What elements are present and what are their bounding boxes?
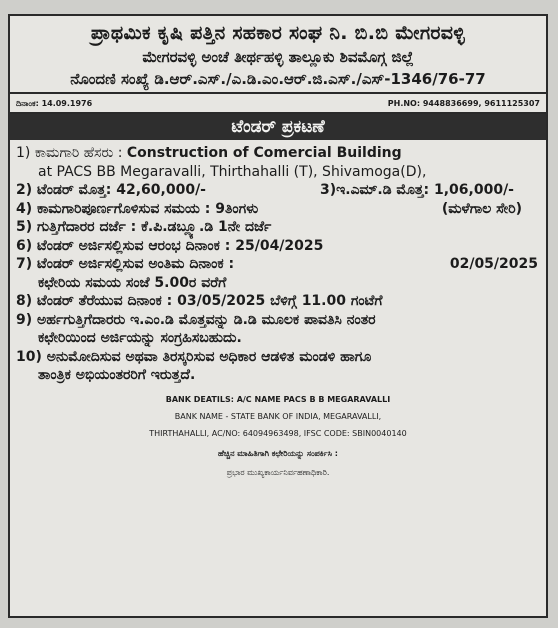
- tender-banner: ಟೆಂಡರ್ ಪ್ರಕಟಣೆ: [10, 114, 546, 140]
- org-address: ಮೇಗರವಳ್ಳಿ ಅಂಚೆ ತೀರ್ಥಹಳ್ಳಿ ತಾಲ್ಲೂಕು ಶಿವಮೊಗ್ಗ ಜಿಲ್ಲೆ: [142, 48, 414, 66]
- item-last-date: [16, 255, 538, 274]
- office-time-note: ಕಛೇರಿಯ ಸಮಯ ಸಂಜೆ 5.00ರ ವರೆಗೆ: [38, 274, 227, 291]
- item-authority: 10) ಅನುಮೋದಿಸುವ ಅಥವಾ ತಿರಸ್ಕರಿಸುವ ಅಧಿಕಾರ ಆಡಳಿತ ಮಂಡಳಿ ಹಾಗೂ: [16, 348, 372, 365]
- officer-designation: ಪ್ರಭಾರ ಮುಖ್ಯಕಾರ್ಯನಿರ್ವಹಣಾಧಿಕಾರಿ.: [226, 467, 330, 477]
- item-work-location: at PACS BB Megaravalli, Thirthahalli (T), Shivamoga(D),: [38, 163, 427, 180]
- contact-note: ಹೆಚ್ಚಿನ ಮಾಹಿತಿಗಾಗಿ ಕಛೇರಿಯನ್ನು ಸಂಪರ್ಕಿಸಿ :: [218, 448, 338, 458]
- item-work-name-value: Construction of Comercial Building: [126, 145, 402, 161]
- bank-details: [10, 391, 546, 442]
- monsoon-note: (ಮಳೆಗಾಲ ಸೇರಿ): [441, 200, 522, 217]
- item-work-name-label: 1) ಕಾಮಗಾರಿ ಹೆಸರು :: [16, 145, 127, 161]
- item-emd-payment-cont: ಕಛೇರಿಯಿಂದ ಅರ್ಜಿಯನ್ನು ಸಂಗ್ರಹಿಸಬಹುದು.: [38, 330, 242, 346]
- emd-amount: 3)ಇ.ಎಮ್.ಡಿ ಮೊತ್ತ: 1,06,000/-: [320, 182, 514, 198]
- registration-number: ನೊಂದಣಿ ಸಂಖ್ಯೆ ಡಿ.ಆರ್.ಎಸ್./ಎ.ಡಿ.ಎಂ.ಆರ್.ಜಿ.ಎಸ್./ಎಸ್-1346/76-77: [70, 70, 486, 88]
- notice-header: [10, 16, 546, 94]
- phone-numbers: PH.NO: 9448836699, 9611125307: [387, 99, 540, 108]
- contact-block: [10, 444, 546, 482]
- last-date-value: 02/05/2025: [449, 256, 538, 272]
- tender-amount: 2) ಟೆಂಡರ್ ಮೊತ್ತ: 42,60,000/-: [16, 182, 206, 198]
- meta-row: [10, 94, 546, 114]
- completion-time: 4) ಕಾಮಗಾರಿಪೂರ್ಣಗೊಳಿಸುವ ಸಮಯ : 9ತಿಂಗಳು: [16, 200, 259, 217]
- notice-date: ದಿನಾಂಕ: 14.09.1976: [16, 99, 93, 108]
- item-contractor-class: 5) ಗುತ್ತಿಗೆದಾರರ ದರ್ಜೆ : ಕೆ.ಪಿ.ಡಬ್ಲ್ಯೂ.ಡಿ 1ನೇ ದರ್ಜೆ: [16, 219, 272, 235]
- tender-notice: [8, 14, 548, 618]
- item-start-date: 6) ಟೆಂಡರ್ ಅರ್ಜಿಸಲ್ಲಿಸುವ ಆರಂಭ ದಿನಾಂಕ : 25/04/2025: [16, 237, 324, 254]
- item-emd-payment: 9) ಅರ್ಹಗುತ್ತಿಗೆದಾರರು ಇ.ಎಂ.ಡಿ ಮೊತ್ತವನ್ನು ಡಿ.ಡಿ ಮೂಲಕ ಪಾವತಿಸಿ ನಂತರ: [16, 311, 376, 328]
- org-name: ಪ್ರಾಥಮಿಕ ಕೃಷಿ ಪತ್ತಿನ ಸಹಕಾರ ಸಂಘ ನಿ. ಬಿ.ಬಿ ಮೇಗರವಳ್ಳಿ: [90, 22, 466, 44]
- item-opening-date: 8) ಟೆಂಡರ್ ತೆರೆಯುವ ದಿನಾಂಕ : 03/05/2025 ಬೆಳಿಗ್ಗೆ 11.00 ಗಂಟೆಗೆ: [16, 293, 383, 309]
- bank-name: BANK NAME - STATE BANK OF INDIA, MEGARAVALLI,: [174, 411, 382, 421]
- bank-account-ifsc: THIRTHAHALLI, AC/NO: 64094963498, IFSC CODE: SBIN0040140: [149, 428, 407, 438]
- item-duration: [16, 200, 538, 219]
- tender-items: [10, 140, 546, 385]
- last-date-label: 7) ಟೆಂಡರ್ ಅರ್ಜಿಸಲ್ಲಿಸುವ ಅಂತಿಮ ದಿನಾಂಕ :: [16, 256, 235, 272]
- item-work-name: [16, 144, 538, 163]
- item-amounts: [16, 181, 538, 200]
- bank-account-name: BANK DEATILS: A/C NAME PACS B B MEGARAVALLI: [165, 394, 391, 404]
- item-authority-cont: ತಾಂತ್ರಿಕ ಅಭಿಯಂತರರಿಗೆ ಇರುತ್ತದೆ.: [38, 367, 196, 383]
